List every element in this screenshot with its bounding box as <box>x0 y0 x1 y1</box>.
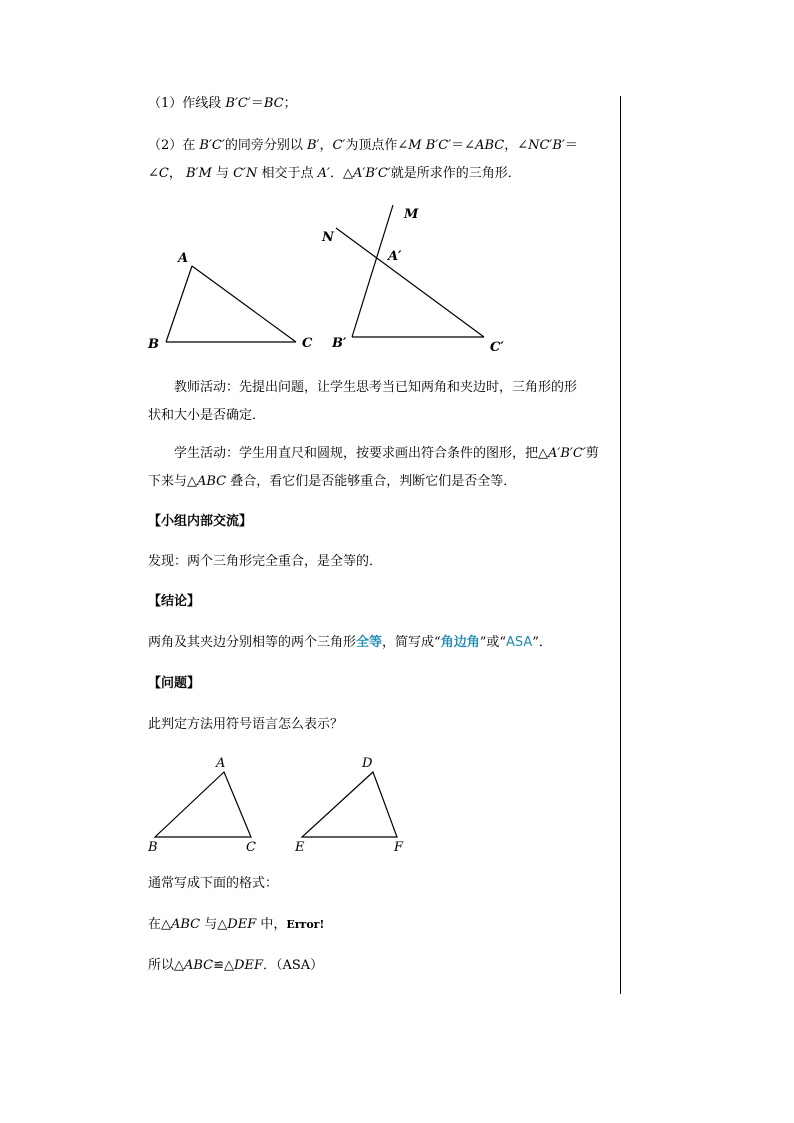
text: 与 <box>211 166 234 181</box>
triangle-def <box>302 772 397 837</box>
text: ， <box>168 166 186 181</box>
highlight-congruent: 全等 <box>356 635 383 650</box>
format-line <box>148 911 616 939</box>
text: ．（ASA） <box>262 958 324 973</box>
label-n: N <box>322 230 334 245</box>
math-var: A′B′C′ <box>352 166 391 181</box>
step-2-line-1 <box>148 132 616 160</box>
text: 中， <box>256 917 287 932</box>
math-var: C′ <box>332 138 346 153</box>
math-var: DEF <box>234 958 263 973</box>
figure-two-triangles <box>140 750 420 860</box>
side-ab <box>166 266 192 342</box>
highlight-asa: ASA <box>506 635 533 650</box>
label-a-prime: A′ <box>388 249 402 264</box>
text: ，∠ <box>504 138 529 153</box>
text: ．△ <box>329 166 353 181</box>
highlight-asa-chinese: 角边角 <box>440 635 480 650</box>
semicolon: ； <box>283 96 297 111</box>
math-var: ABC <box>475 138 505 153</box>
label-a: A <box>178 251 189 266</box>
text: 为顶点作∠ <box>345 138 409 153</box>
math-var: ABC <box>171 917 201 932</box>
ray-c-prime-n <box>336 228 484 337</box>
text: 剪 <box>585 446 599 461</box>
student-activity-line-1 <box>148 440 616 468</box>
math-var: M B′C′ <box>408 138 452 153</box>
text: ， <box>319 138 333 153</box>
math-var: A′ <box>317 166 330 181</box>
step-2-line-2 <box>148 160 616 188</box>
text: 相交于点 <box>257 166 318 181</box>
text: 状和大小是否确定． <box>148 408 266 423</box>
math-var: C <box>158 166 169 181</box>
text: ≌△ <box>213 958 235 973</box>
math-var: DEF <box>227 917 257 932</box>
heading-conclusion: 【结论】 <box>148 594 201 609</box>
text: 下来与△ <box>148 474 197 489</box>
student-activity-line-2 <box>148 468 616 496</box>
segment-b-c-prime: B′C′ <box>225 96 251 111</box>
equals-sign: ＝ <box>250 96 264 111</box>
label-e: E <box>295 840 305 855</box>
triangle-abc <box>155 772 251 837</box>
math-var: NC′B′ <box>528 138 565 153</box>
text: 两角及其夹边分别相等的两个三角形 <box>148 635 357 650</box>
figure-triangle-construction <box>140 200 520 360</box>
finding: 发现：两个三角形完全重合，是全等的． <box>148 554 383 569</box>
text: ＝ <box>564 138 578 153</box>
label-b-prime: B′ <box>332 336 347 351</box>
step-1-prefix: （1）作线段 <box>148 96 226 111</box>
text: 在△ <box>148 917 171 932</box>
label-b: B <box>148 840 158 855</box>
label-c: C <box>302 336 313 351</box>
error-field: Error! <box>286 918 325 931</box>
text: ＝∠ <box>451 138 476 153</box>
text: ∠ <box>148 166 159 181</box>
math-var: C′N <box>233 166 258 181</box>
text: 与△ <box>200 917 228 932</box>
text: 所以△ <box>148 958 184 973</box>
page-margin-line <box>620 96 621 994</box>
result-line <box>148 952 616 980</box>
heading-group-discussion: 【小组内部交流】 <box>148 514 253 529</box>
format-intro: 通常写成下面的格式： <box>148 876 279 891</box>
label-b: B <box>148 337 159 352</box>
text: 教师活动：先提出问题，让学生思考当已知两角和夹边时，三角形的形 <box>174 380 578 395</box>
text: ，简写成“ <box>382 635 441 650</box>
text: ”． <box>532 635 552 650</box>
math-var: ABC <box>197 474 227 489</box>
label-f: F <box>394 840 404 855</box>
step-1 <box>148 90 616 118</box>
text: 就是所求作的三角形． <box>390 166 521 181</box>
text: ”或“ <box>479 635 506 650</box>
label-c: C <box>246 840 256 855</box>
teacher-activity-line-2 <box>148 402 616 430</box>
math-var: B′M <box>186 166 212 181</box>
label-d: D <box>362 756 373 771</box>
math-var: ABC <box>184 958 214 973</box>
text: 叠合，看它们是否能够重合，判断它们是否全等． <box>226 474 517 489</box>
label-m: M <box>404 207 419 222</box>
label-a: A <box>216 756 226 771</box>
math-var: A′B′C′ <box>548 446 586 461</box>
text: （2）在 <box>148 138 200 153</box>
text: 的同旁分别以 <box>224 138 307 153</box>
ray-b-prime-m <box>352 205 393 337</box>
heading-question: 【问题】 <box>148 676 201 691</box>
segment-bc: BC <box>263 96 284 111</box>
math-var: B′C′ <box>199 138 225 153</box>
teacher-activity-line-1 <box>148 374 616 402</box>
label-c-prime: C′ <box>490 340 504 355</box>
math-var: B′ <box>306 138 320 153</box>
text: 学生活动：学生用直尺和圆规，按要求画出符合条件的图形，把△ <box>174 446 548 461</box>
conclusion-text <box>148 629 616 657</box>
side-ac <box>192 266 296 342</box>
question-text: 此判定方法用符号语言怎么表示？ <box>148 717 344 732</box>
